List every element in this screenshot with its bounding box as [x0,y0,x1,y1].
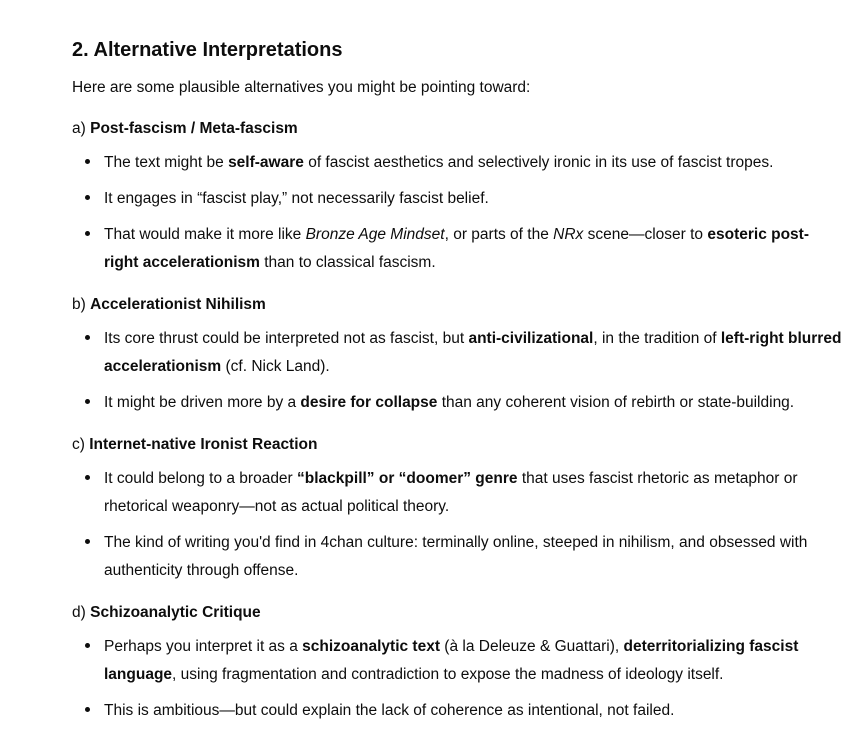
heading-title: Alternative Interpretations [93,39,343,61]
list-item [72,697,842,725]
text-run: The kind of writing you'd find in 4chan culture: terminally online, steeped in nihilism, and obsessed with authenticity through offense. [104,534,808,579]
list-item-text [104,529,842,585]
text-run: that uses fascist rhetoric as metaphor or rhetorical weaponry—not as actual political theory. [104,470,798,515]
list-item-text [104,325,842,381]
heading-number: 2. [72,39,89,61]
subsection-prefix: b) [72,296,86,313]
bullet-icon [85,707,90,712]
text-run: It could belong to a broader [104,470,298,487]
bullet-icon [85,195,90,200]
text-run: This is ambitious—but could explain the lack of coherence as intentional, not failed. [104,702,675,719]
subsection-title-c [72,434,317,456]
text-run: That would make it more like [104,226,306,243]
bullet-icon [85,159,90,164]
text-run: The text might be [104,154,229,171]
list-item [72,389,842,417]
list-item-text [104,465,842,521]
bold-text: deterritorializing fascist language [104,638,799,683]
subsection-title-d [72,602,261,624]
bold-text: esoteric post-right accelerationism [104,226,809,271]
list-item-text [104,221,842,277]
bullet-icon [85,539,90,544]
bullet-icon [85,643,90,648]
list-item-text [104,633,842,689]
bullet-icon [85,231,90,236]
bold-text: anti-civilizational [468,330,594,347]
text-run: than to classical fascism. [259,254,436,271]
bold-text: left-right blurred accelerationism [104,330,842,375]
list-item [72,465,842,521]
list-item [72,185,842,213]
list-item [72,221,842,277]
text-run: Its core thrust could be interpreted not as fascist, but [104,330,469,347]
bold-text: desire for collapse [300,394,438,411]
text-run: (à la Deleuze & Guattari), [440,638,624,655]
list-item [72,149,842,177]
bold-text: schizoanalytic text [302,638,440,655]
text-run: of fascist aesthetics and selectively ironic in its use of fascist tropes. [303,154,774,171]
italic-text: NRx [553,226,584,243]
bullet-icon [85,475,90,480]
section-heading [72,37,342,63]
list-item [72,529,842,585]
list-item-text [104,389,842,417]
subsection-prefix: a) [72,120,86,137]
text-run: scene—closer to [583,226,708,243]
list-item [72,633,842,689]
text-run: It might be driven more by a [104,394,301,411]
list-item-text [104,185,842,213]
bullet-icon [85,399,90,404]
subsection-prefix: d) [72,604,86,621]
subsection-name: Post-fascism / Meta-fascism [90,120,298,137]
subsection-title-a [72,118,298,140]
text-run: Perhaps you interpret it as a [104,638,303,655]
subsection-name: Accelerationist Nihilism [90,296,266,313]
text-run: , using fragmentation and contradiction to expose the madness of ideology itself. [172,666,724,683]
text-run: than any coherent vision of rebirth or state-building. [437,394,795,411]
subsection-name: Schizoanalytic Critique [90,604,261,621]
list-item-text [104,149,842,177]
subsection-title-b [72,294,266,316]
text-run: It engages in “fascist play,” not necessarily fascist belief. [104,190,489,207]
subsection-prefix: c) [72,436,85,453]
list-item-text [104,697,842,725]
intro-paragraph: Here are some plausible alternatives you might be pointing toward: [72,79,531,96]
text-run: , or parts of the [444,226,554,243]
bold-text: “blackpill” or “doomer” genre [297,470,518,487]
bold-text: self-aware [228,154,304,171]
list-item [72,325,842,381]
bullet-icon [85,335,90,340]
text-run: (cf. Nick Land). [221,358,330,375]
italic-text: Bronze Age Mindset [305,226,445,243]
subsection-name: Internet-native Ironist Reaction [89,436,318,453]
text-run: , in the tradition of [593,330,721,347]
